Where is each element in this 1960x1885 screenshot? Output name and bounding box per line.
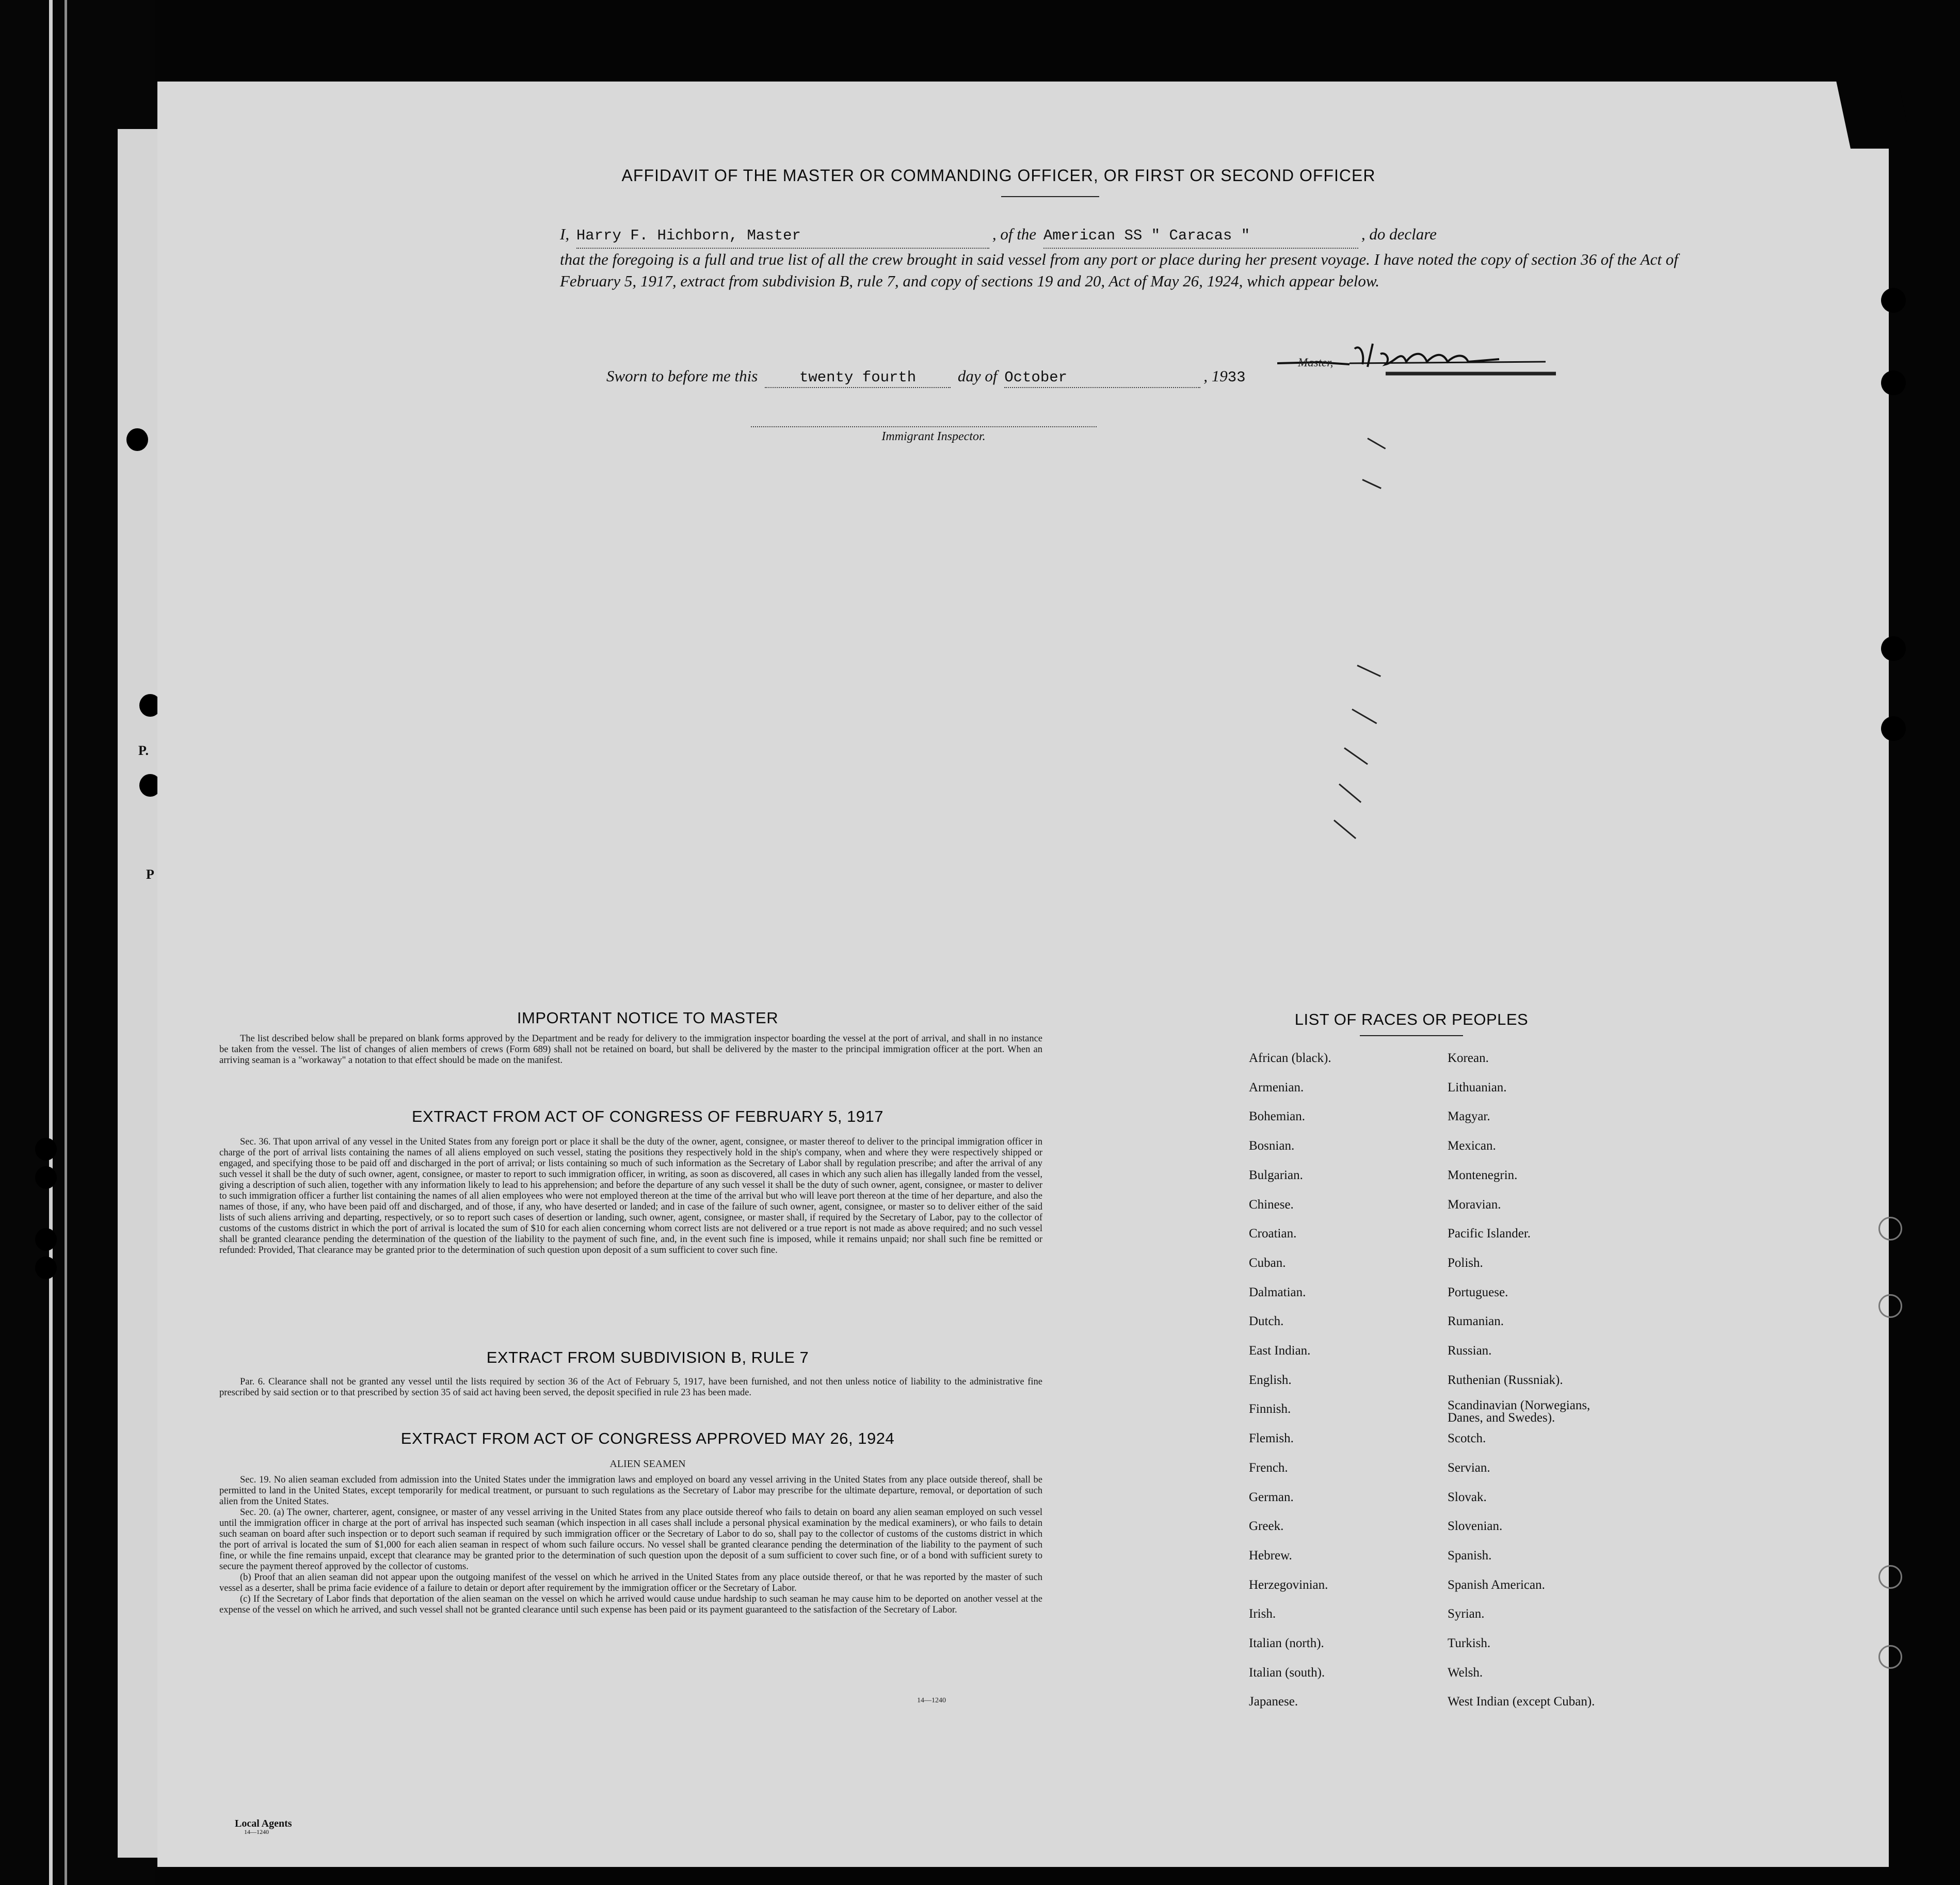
i-word: I,: [560, 225, 570, 243]
punch-hole: [1881, 716, 1906, 741]
race-item: Finnish.: [1249, 1402, 1291, 1416]
race-item: Korean.: [1448, 1051, 1489, 1065]
sworn-month-field: [1004, 369, 1200, 388]
footer-form-number: 14—1240: [244, 1828, 269, 1835]
race-item: Italian (south).: [1249, 1665, 1325, 1680]
local-agents-label: Local Agents: [235, 1818, 292, 1829]
rule-7-text: [219, 1377, 1042, 1398]
rule-7-paragraph: Par. 6. Clearance shall not be granted any vessel until the lists required by section 36 of the Act of February 5, 1917, have been furnished, and not then unless notice of liability to the administrative fine prescribed by said section or to that prescribed by section 35 of said act having been served, the deposit specified in rule 23 has been made.: [219, 1377, 1042, 1398]
race-item: Polish.: [1448, 1255, 1483, 1270]
sworn-day-field: [765, 369, 951, 388]
sec-20b-paragraph: (b) Proof that an alien seaman did not appear upon the outgoing manifest of the vessel on which he arrived in the United States from any place outside thereof, or that he was reported by the master of such vessel as a deserter, shall be prima facie evidence of a failure to detain or deport after requirement by the immigration officer or the Secretary of Labor.: [219, 1572, 1042, 1593]
vessel-field: [1043, 225, 1358, 249]
pen-tick: [1334, 819, 1356, 839]
punch-hole: [35, 1166, 57, 1189]
race-item: Scotch.: [1448, 1431, 1486, 1446]
race-item: Dutch.: [1249, 1314, 1284, 1329]
do-declare: , do declare: [1361, 225, 1437, 243]
declaration: [560, 223, 1706, 292]
margin-letter: P: [146, 867, 154, 882]
race-item: Moravian.: [1448, 1197, 1501, 1212]
margin-letter: P.: [138, 743, 149, 758]
race-item: Italian (north).: [1249, 1636, 1324, 1650]
race-item: French.: [1249, 1460, 1288, 1475]
act-1924-text: [219, 1475, 1042, 1616]
sworn-prefix: Sworn to before me this: [606, 367, 758, 385]
punch-hole: [126, 428, 148, 451]
vessel-name: American SS " Caracas ": [1043, 227, 1250, 244]
race-item: Syrian.: [1448, 1607, 1485, 1621]
affidavit-title: AFFIDAVIT OF THE MASTER OR COMMANDING OFFICER, OR FIRST OR SECOND OFFICER: [621, 166, 1376, 185]
sworn-year: 33: [1227, 369, 1246, 386]
race-item: Spanish American.: [1448, 1577, 1545, 1592]
act-1917-title: EXTRACT FROM ACT OF CONGRESS OF FEBRUARY 5, 1917: [411, 1107, 884, 1125]
race-item: African (black).: [1249, 1051, 1331, 1065]
day-of: day of: [957, 367, 998, 385]
race-item: Slovak.: [1448, 1490, 1487, 1504]
master-name-field: [576, 225, 989, 249]
form-number: 14—1240: [917, 1697, 946, 1704]
act-1917-text: [219, 1137, 1042, 1256]
race-item: Montenegrin.: [1448, 1168, 1518, 1182]
race-item: Greek.: [1249, 1519, 1284, 1534]
race-item: Slovenian.: [1448, 1519, 1503, 1534]
title-divider: [1001, 196, 1099, 197]
race-item: Scandinavian (Norwegians, Danes, and Swedes).: [1448, 1398, 1591, 1425]
race-item: German.: [1249, 1490, 1294, 1504]
race-item: Welsh.: [1448, 1665, 1483, 1680]
races-divider: [1360, 1035, 1463, 1036]
sworn-month: October: [1004, 369, 1068, 386]
rule-7-title: EXTRACT FROM SUBDIVISION B, RULE 7: [486, 1348, 809, 1366]
notice-title: IMPORTANT NOTICE TO MASTER: [517, 1009, 779, 1027]
notice-text: [219, 1034, 1042, 1066]
punch-hole: [1878, 1645, 1902, 1669]
punch-hole: [1881, 288, 1906, 313]
inspector-label: Immigrant Inspector.: [881, 430, 986, 443]
race-item: Mexican.: [1448, 1139, 1496, 1153]
race-item: Portuguese.: [1448, 1285, 1508, 1299]
race-item: Rumanian.: [1448, 1314, 1504, 1329]
race-item: Magyar.: [1448, 1109, 1490, 1124]
declaration-body: that the foregoing is a full and true list of all the crew brought in said vessel from any port or place during her present voyage. I have noted the copy of section 36 of the Act of February 5, 1917, extract from subdivision B, rule 7, and copy of sections 19 and 20, Act of May 26, 1924, which appear below.: [560, 250, 1678, 290]
race-item: Flemish.: [1249, 1431, 1294, 1446]
race-item: Servian.: [1448, 1460, 1490, 1475]
race-item: Chinese.: [1249, 1197, 1294, 1212]
master-name: Harry F. Hichborn, Master: [576, 227, 801, 244]
race-item: Japanese.: [1249, 1695, 1298, 1709]
master-label: Master,: [1298, 356, 1334, 369]
pen-tick: [1344, 747, 1368, 765]
of-the: , of the: [992, 225, 1037, 243]
race-item: Turkish.: [1448, 1636, 1491, 1650]
race-item: Herzegovinian.: [1249, 1577, 1328, 1592]
year-prefix: , 19: [1203, 367, 1228, 385]
corner-mark: [1834, 71, 1913, 149]
binder-line: [65, 0, 67, 1885]
act-1917-paragraph: Sec. 36. That upon arrival of any vessel in the United States from any foreign port or place it shall be the duty of the owner, agent, consignee, or master thereof to deliver to the principal immigration officer in charge of the port of arrival lists containing the names of all aliens employed on such vessel, stating the positions they respectively hold in the ship's company, when and where they were respectively shipped or engaged, and specifying those to be paid off and discharged in the port of arrival; or lists containing so much of such information as the Secretary of Labor shall by regulation prescribe; and after the arrival of any such vessel it shall be the duty of such owner, agent, consignee, or master to report to such immigration officer, in writing, as soon as discovered, all cases in which any such alien has illegally landed from the vessel, giving a description of such alien, together with any information likely to lead to his apprehension; and before the departure of any such vessel it shall be the duty of such owner, agent, consignee, or master to deliver to such immigration officer a further list containing the names of all alien employees who were not employed thereon at the time of the arrival but who will leave port thereon at the time of her departure, and also the names of those, if any, who have been paid off and discharged, and of those, if any, who have deserted or landed; and in case of the failure of such owner, agent, consignee, or master so to deliver either of the said lists of such aliens arriving and departing, respectively, or so to report such cases of desertion or landing, such owner, agent, consignee, or master shall, if required by the Secretary of Labor, pay to the collector of customs of the customs district in which the port of arrival is located the sum of $10 for each alien concerning whom correct lists are not delivered or a true report is not made as above required; and no such vessel shall be granted clearance pending the determination of the question of the liability to the payment of such fine, and, in the event such fine is imposed, while it remains unpaid; nor shall such fine be remitted or refunded: Provided, That clearance may be granted prior to the determination of such question upon deposit of a sum sufficient to cover such fine.: [219, 1137, 1042, 1255]
sec-20a-paragraph: Sec. 20. (a) The owner, charterer, agent, consignee, or master of any vessel arriving in the United States from any place outside thereof who fails to detain on board any alien seaman employed on such vessel until the immigration officer in charge at the port of arrival has inspected such seaman (which inspection in all cases shall include a personal physical examination by the medical examiners), or who fails to detain such seaman on board after such inspection or to deport such seaman if required by such immigration officer or the Secretary of Labor to do so, shall pay to the collector of customs of the customs district in which the port of arrival is located the sum of $1,000 for each alien seaman in respect of whom such failure occurs. No vessel shall be granted clearance pending the determination of the liability to the payment of such fine, or while the fine remains unpaid, except that clearance may be granted prior to the determination of such question upon the deposit of a sum sufficient to cover such fine, or of a bond with sufficient surety to secure the payment thereof approved by the collector of customs.: [219, 1507, 1042, 1572]
race-item: Pacific Islander.: [1448, 1227, 1531, 1241]
race-item: Hebrew.: [1249, 1548, 1292, 1562]
notice-paragraph: The list described below shall be prepared on blank forms approved by the Department and be ready for delivery to the immigration inspector boarding the vessel at the port of arrival, and shall in no instance be taken from the vessel. The list of changes of alien members of crews (Form 689) shall not be retained on board, but shall be delivered by the master to the principal immigration officer at the port. When an arriving seaman is a "workaway" a notation to that effect should be made on the manifest.: [219, 1034, 1042, 1066]
race-item: Lithuanian.: [1448, 1080, 1507, 1094]
race-item: Dalmatian.: [1249, 1285, 1306, 1299]
pen-tick: [1357, 665, 1381, 677]
inspector-signature-line: [751, 426, 1097, 428]
race-item: Irish.: [1249, 1607, 1276, 1621]
pen-tick: [1352, 708, 1377, 724]
pen-tick: [1362, 479, 1381, 489]
punch-hole: [35, 1256, 57, 1279]
punch-hole: [1878, 1294, 1902, 1318]
punch-hole: [35, 1138, 57, 1161]
race-item: Cuban.: [1249, 1255, 1286, 1270]
binder-line: [49, 0, 53, 1885]
act-1924-title: EXTRACT FROM ACT OF CONGRESS APPROVED MAY 26, 1924: [400, 1429, 895, 1447]
pen-tick: [1339, 783, 1361, 803]
race-item: West Indian (except Cuban).: [1448, 1695, 1595, 1709]
pen-tick: [1367, 438, 1386, 449]
race-item: Spanish.: [1448, 1548, 1492, 1562]
sworn-day: twenty fourth: [799, 369, 917, 386]
race-item: Ruthenian (Russniak).: [1448, 1373, 1563, 1387]
punch-hole: [35, 1228, 57, 1251]
alien-seamen-subtitle: ALIEN SEAMEN: [609, 1458, 686, 1470]
race-item: Armenian.: [1249, 1080, 1304, 1094]
sec-20c-paragraph: (c) If the Secretary of Labor finds that deportation of the alien seaman on the vessel on which he arrived would cause undue hardship to such seaman he may cause him to be deported on another vessel at the expense of the vessel on which he arrived, and such vessel shall not be granted clearance until such expense has been paid or its payment guaranteed to the satisfaction of the Secretary of Labor.: [219, 1594, 1042, 1615]
race-item: Bulgarian.: [1249, 1168, 1303, 1182]
punch-hole: [1878, 1565, 1902, 1589]
race-item: Russian.: [1448, 1344, 1492, 1358]
race-item: English.: [1249, 1373, 1292, 1387]
punch-hole: [1881, 636, 1906, 661]
punch-hole: [1881, 370, 1906, 395]
sec-19-paragraph: Sec. 19. No alien seaman excluded from admission into the United States under the immigration laws and employed on board any vessel arriving in the United States from any place outside thereof, shall be permitted to land in the United States, except temporarily for medical treatment, or pursuant to such regulations as the Secretary of Labor may prescribe for the ultimate departure, removal, or deportation of such alien from the United States.: [219, 1475, 1042, 1507]
races-title: LIST OF RACES OR PEOPLES: [1294, 1010, 1529, 1028]
race-item: Bosnian.: [1249, 1139, 1295, 1153]
punch-hole: [1878, 1217, 1902, 1240]
race-item: Croatian.: [1249, 1227, 1297, 1241]
document-page: [157, 82, 1889, 1867]
race-item: East Indian.: [1249, 1344, 1311, 1358]
race-item: Bohemian.: [1249, 1109, 1306, 1124]
